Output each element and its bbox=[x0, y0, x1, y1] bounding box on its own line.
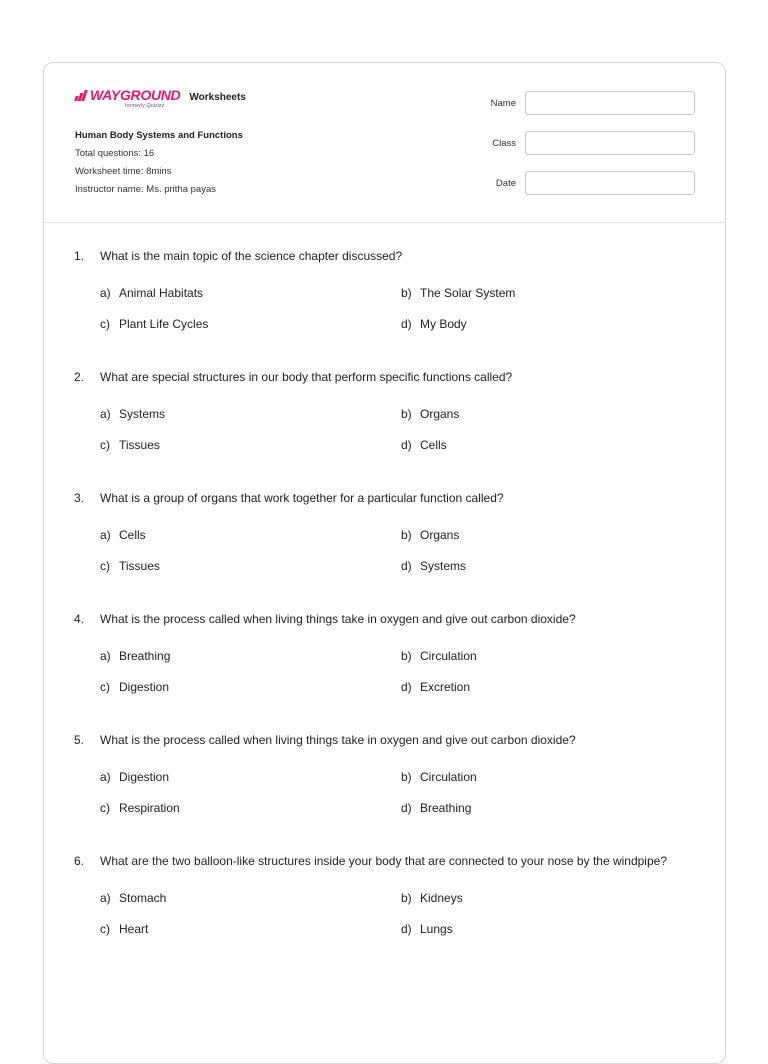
question-text: What is the process called when living things take in oxygen and give out carbon dioxide? bbox=[100, 733, 576, 747]
date-label: Date bbox=[495, 177, 516, 189]
option-text: Systems bbox=[119, 407, 166, 421]
option-text: Organs bbox=[420, 528, 460, 542]
option-letter: c) bbox=[100, 922, 110, 936]
option-a bbox=[100, 766, 401, 789]
question-text: What is the process called when living things take in oxygen and give out carbon dioxide? bbox=[100, 612, 576, 626]
question-3 bbox=[74, 487, 694, 578]
worksheet-meta bbox=[75, 127, 243, 199]
option-letter: c) bbox=[100, 801, 110, 815]
question-6 bbox=[74, 850, 694, 941]
option-letter: c) bbox=[100, 559, 110, 573]
option-a bbox=[100, 887, 401, 910]
option-letter: d) bbox=[401, 559, 412, 573]
option-text: Circulation bbox=[420, 649, 477, 663]
instructor-name: Instructor name: Ms. pritha payas bbox=[75, 184, 216, 195]
question-list bbox=[74, 245, 694, 971]
option-text: Cells bbox=[119, 528, 146, 542]
wayground-logo bbox=[75, 88, 180, 109]
option-letter: a) bbox=[100, 891, 111, 905]
option-c bbox=[100, 434, 401, 457]
option-text: Plant Life Cycles bbox=[119, 317, 209, 331]
option-a bbox=[100, 282, 401, 305]
class-label: Class bbox=[492, 137, 516, 149]
option-text: Lungs bbox=[420, 922, 453, 936]
option-letter: c) bbox=[100, 317, 110, 331]
option-text: Excretion bbox=[420, 680, 471, 694]
logo-subtitle: formerly Quizizz bbox=[124, 103, 165, 109]
option-a bbox=[100, 524, 401, 547]
question-text: What is the main topic of the science chapter discussed? bbox=[100, 249, 403, 263]
option-b bbox=[401, 645, 702, 668]
answer-options bbox=[100, 282, 694, 336]
brand bbox=[75, 88, 246, 109]
question-number: 2. bbox=[74, 370, 85, 384]
question-5 bbox=[74, 729, 694, 820]
answer-options bbox=[100, 524, 694, 578]
answer-options bbox=[100, 766, 694, 820]
option-letter: b) bbox=[401, 770, 412, 784]
option-letter: b) bbox=[401, 649, 412, 663]
worksheet-title: Human Body Systems and Functions bbox=[75, 130, 243, 141]
option-text: Breathing bbox=[420, 801, 472, 815]
option-c bbox=[100, 676, 401, 699]
option-text: Systems bbox=[420, 559, 467, 573]
option-text: Digestion bbox=[119, 770, 170, 784]
option-letter: a) bbox=[100, 407, 111, 421]
option-a bbox=[100, 645, 401, 668]
logo-mark-icon bbox=[75, 89, 87, 101]
option-text: Organs bbox=[420, 407, 460, 421]
option-letter: a) bbox=[100, 649, 111, 663]
total-questions: Total questions: 16 bbox=[75, 148, 155, 159]
option-a bbox=[100, 403, 401, 426]
class-field-row bbox=[491, 131, 695, 155]
question-text: What is a group of organs that work together for a particular function called? bbox=[100, 491, 504, 505]
option-d bbox=[401, 918, 702, 941]
worksheet-header bbox=[44, 63, 725, 223]
option-text: Stomach bbox=[119, 891, 167, 905]
option-letter: d) bbox=[401, 922, 412, 936]
option-text: Circulation bbox=[420, 770, 477, 784]
option-c bbox=[100, 555, 401, 578]
logo-text: WAYGROUND bbox=[90, 87, 181, 103]
name-field-row bbox=[491, 91, 695, 115]
option-c bbox=[100, 313, 401, 336]
name-input[interactable] bbox=[525, 91, 695, 115]
date-field-row bbox=[491, 171, 695, 195]
question-number: 4. bbox=[74, 612, 85, 626]
option-letter: b) bbox=[401, 891, 412, 905]
worksheet-page bbox=[43, 62, 726, 1064]
option-letter: b) bbox=[401, 528, 412, 542]
answer-options bbox=[100, 403, 694, 457]
option-letter: b) bbox=[401, 286, 412, 300]
option-c bbox=[100, 918, 401, 941]
option-d bbox=[401, 434, 702, 457]
option-letter: d) bbox=[401, 317, 412, 331]
class-input[interactable] bbox=[525, 131, 695, 155]
question-4 bbox=[74, 608, 694, 699]
option-text: My Body bbox=[420, 317, 467, 331]
name-label: Name bbox=[490, 97, 516, 109]
option-text: Cells bbox=[420, 438, 447, 452]
option-text: Tissues bbox=[119, 438, 160, 452]
option-letter: c) bbox=[100, 438, 110, 452]
question-text: What are the two balloon-like structures inside your body that are connected to your nose by the windpipe? bbox=[100, 854, 667, 868]
option-letter: b) bbox=[401, 407, 412, 421]
date-input[interactable] bbox=[525, 171, 695, 195]
option-text: Kidneys bbox=[420, 891, 463, 905]
option-letter: d) bbox=[401, 801, 412, 815]
question-2 bbox=[74, 366, 694, 457]
option-text: Animal Habitats bbox=[119, 286, 204, 300]
option-d bbox=[401, 313, 702, 336]
option-d bbox=[401, 676, 702, 699]
question-number: 3. bbox=[74, 491, 85, 505]
option-b bbox=[401, 766, 702, 789]
option-letter: a) bbox=[100, 528, 111, 542]
option-text: The Solar System bbox=[420, 286, 516, 300]
option-d bbox=[401, 555, 702, 578]
option-b bbox=[401, 524, 702, 547]
option-text: Heart bbox=[119, 922, 149, 936]
option-text: Digestion bbox=[119, 680, 170, 694]
question-1 bbox=[74, 245, 694, 336]
answer-options bbox=[100, 645, 694, 699]
option-b bbox=[401, 282, 702, 305]
option-text: Respiration bbox=[119, 801, 180, 815]
option-letter: d) bbox=[401, 680, 412, 694]
option-b bbox=[401, 887, 702, 910]
option-d bbox=[401, 797, 702, 820]
option-c bbox=[100, 797, 401, 820]
option-letter: c) bbox=[100, 680, 110, 694]
option-text: Tissues bbox=[119, 559, 160, 573]
option-text: Breathing bbox=[119, 649, 171, 663]
worksheet-time: Worksheet time: 8mins bbox=[75, 166, 172, 177]
product-label: Worksheets bbox=[189, 92, 246, 103]
question-text: What are special structures in our body that perform specific functions called? bbox=[100, 370, 513, 384]
option-letter: a) bbox=[100, 286, 111, 300]
option-letter: a) bbox=[100, 770, 111, 784]
question-number: 1. bbox=[74, 249, 85, 263]
question-number: 6. bbox=[74, 854, 85, 868]
question-number: 5. bbox=[74, 733, 85, 747]
student-fields bbox=[491, 91, 695, 211]
option-b bbox=[401, 403, 702, 426]
option-letter: d) bbox=[401, 438, 412, 452]
answer-options bbox=[100, 887, 694, 941]
